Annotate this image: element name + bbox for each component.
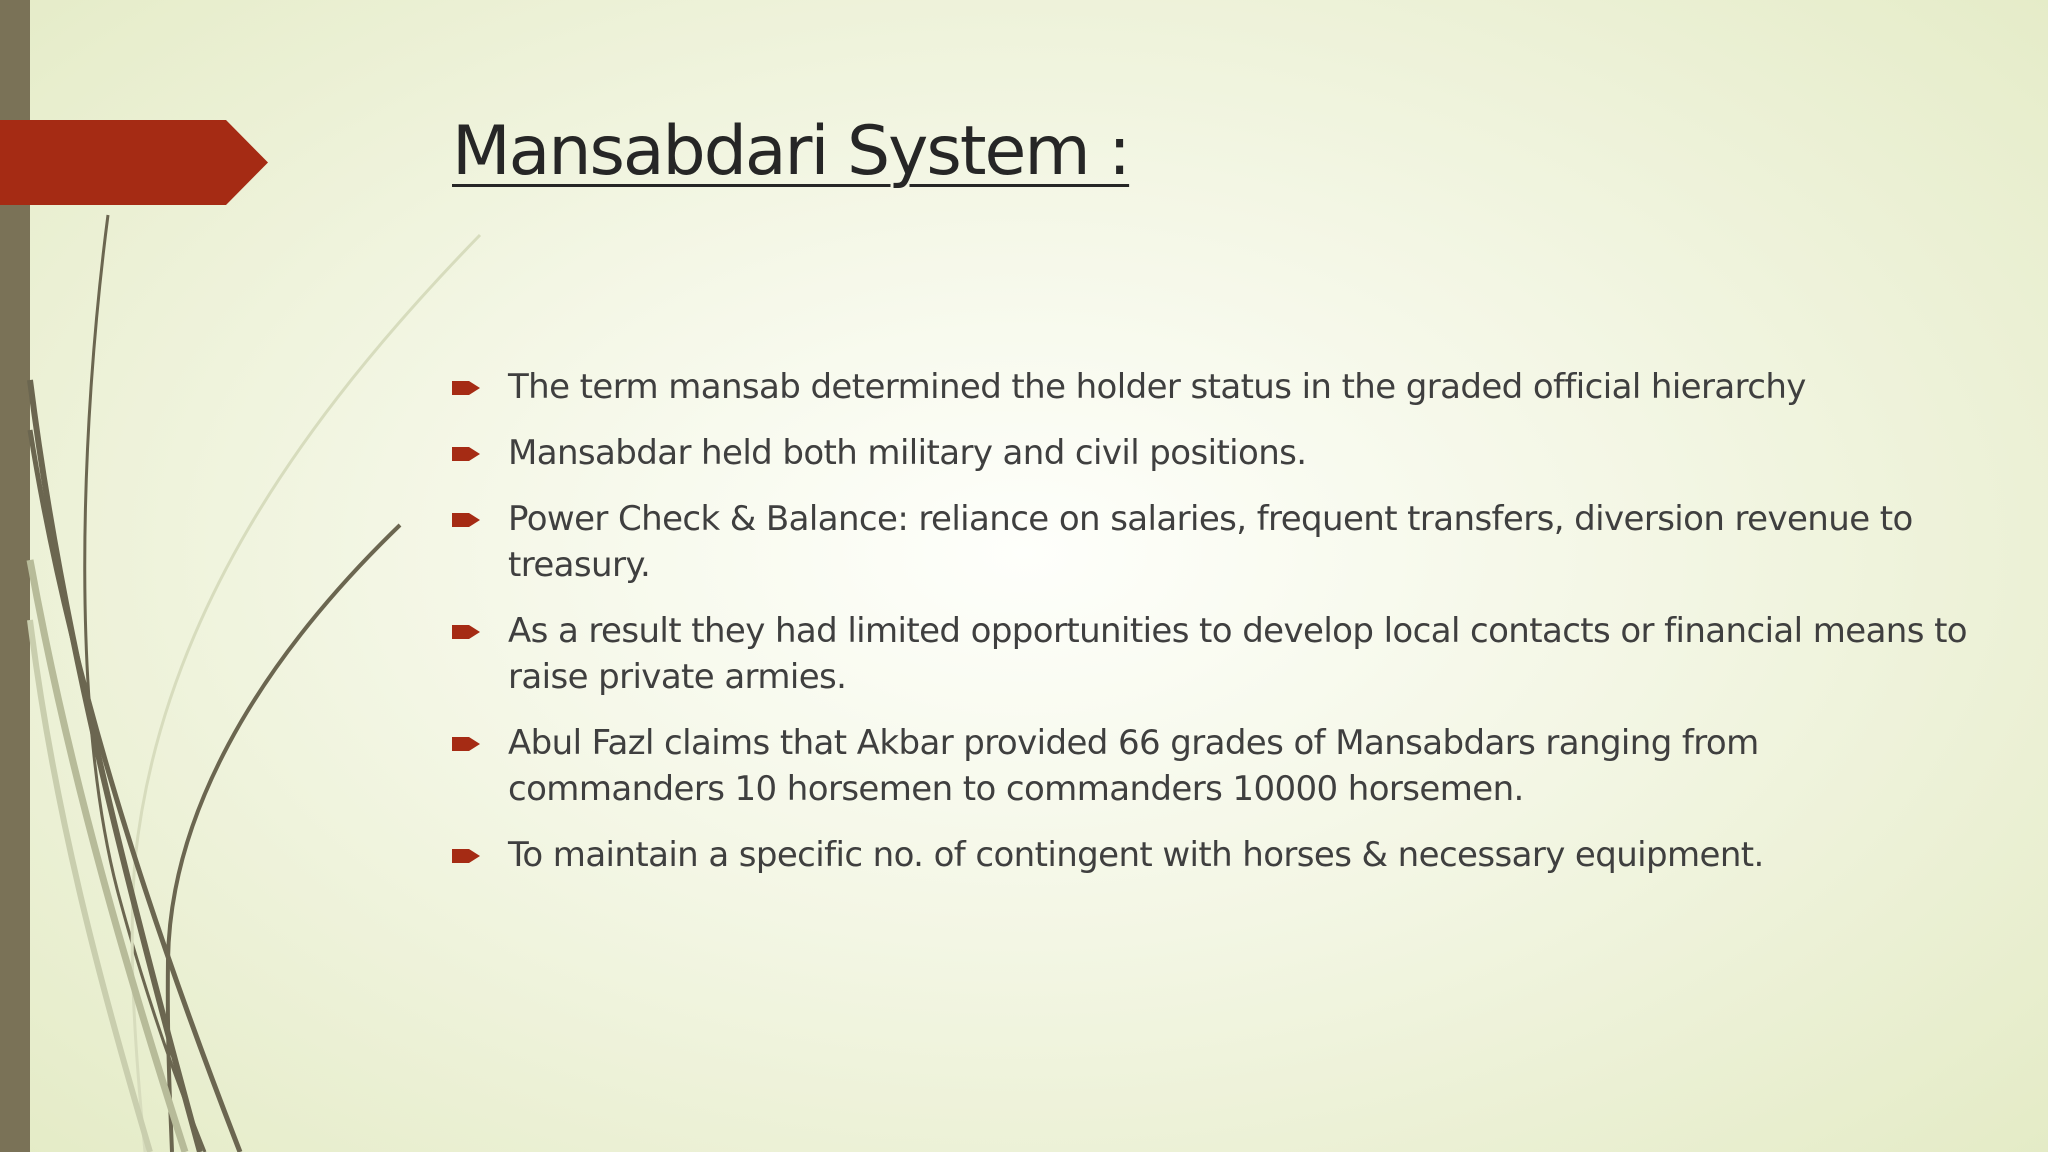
bullet-item (452, 608, 1972, 700)
bullet-item (452, 832, 1972, 878)
bullet-text: Mansabdar held both military and civil positions. (508, 433, 1307, 473)
arrow-right-icon (452, 377, 482, 399)
bullet-item (452, 430, 1972, 476)
bullet-item (452, 496, 1972, 588)
title-accent-banner (0, 120, 268, 205)
bullet-item (452, 720, 1972, 812)
arrow-right-icon (452, 845, 482, 867)
bullet-text: As a result they had limited opportunities to develop local contacts or financial means to raise private armies. (508, 611, 1968, 697)
arrow-right-icon (452, 621, 482, 643)
bullet-text: The term mansab determined the holder status in the graded official hierarchy (508, 367, 1806, 407)
arrow-right-icon (452, 733, 482, 755)
slide-title: Mansabdari System : (452, 112, 1130, 191)
bullet-text: Abul Fazl claims that Akbar provided 66 grades of Mansabdars ranging from commanders 10 horsemen to commanders 10000 horsemen. (508, 723, 1759, 809)
bullet-text: Power Check & Balance: reliance on salaries, frequent transfers, diversion revenue to treasury. (508, 499, 1913, 585)
bullet-text: To maintain a specific no. of contingent with horses & necessary equipment. (508, 835, 1764, 875)
arrow-right-icon (452, 443, 482, 465)
bullet-list (452, 364, 1972, 898)
arrow-right-icon (452, 509, 482, 531)
bullet-item (452, 364, 1972, 410)
